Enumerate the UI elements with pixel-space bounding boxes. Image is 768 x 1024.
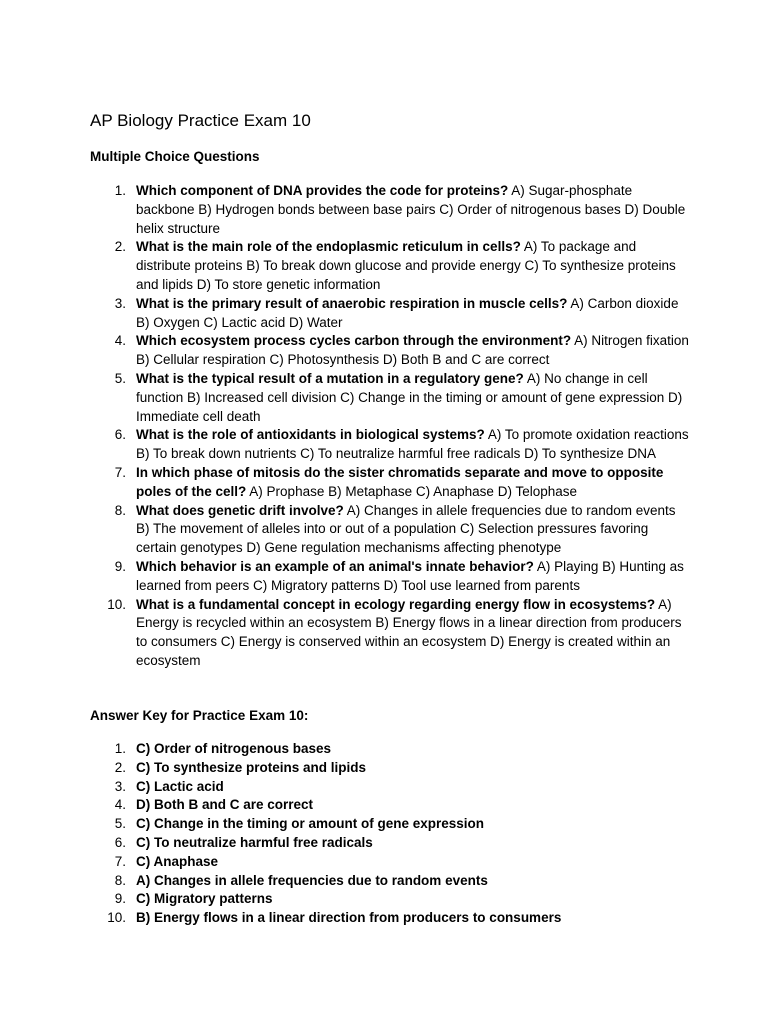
question-choices: A) Prophase B) Metaphase C) Anaphase D) Telophase (249, 483, 577, 499)
answer-number: 3. (114, 778, 126, 794)
question-item (90, 426, 690, 464)
answer-number: 1. (114, 741, 126, 756)
answer-item (90, 872, 690, 891)
question-item (90, 558, 690, 596)
question-text: Which behavior is an example of an animal's innate behavior? (136, 558, 534, 574)
question-number: 5. (114, 370, 126, 386)
answer-item (90, 759, 690, 778)
question-number: 10. (107, 596, 126, 612)
answer-text: C) To synthesize proteins and lipids (136, 759, 367, 775)
question-item (90, 464, 690, 502)
question-item (90, 502, 690, 558)
answer-text: B) Energy flows in a linear direction from producers to consumers (136, 910, 562, 926)
question-item (90, 596, 690, 671)
answer-text: D) Both B and C are correct (136, 797, 314, 813)
question-number: 4. (114, 333, 126, 349)
question-choices: A) Nitrogen fixation B) Cellular respiration C) Photosynthesis D) Both B and C are correct (136, 333, 689, 368)
question-choices: A) To package and distribute proteins B) To break down glucose and provide energy C) To synthesize proteins and lipids D) To store genetic information (136, 239, 676, 292)
question-number: 7. (114, 464, 126, 480)
question-text: What is the role of antioxidants in biological systems? (136, 427, 485, 443)
answer-number: 4. (114, 797, 126, 813)
answer-text: C) Anaphase (136, 853, 219, 869)
answer-text: A) Changes in allele frequencies due to random events (136, 872, 488, 888)
answer-item (90, 815, 690, 834)
answer-text: C) Change in the timing or amount of gene expression (136, 816, 485, 832)
question-number: 6. (114, 427, 126, 443)
question-text: What is the typical result of a mutation in a regulatory gene? (136, 370, 524, 386)
page-title: AP Biology Practice Exam 10 (90, 111, 311, 130)
question-choices: A) No change in cell function B) Increased cell division C) Change in the timing or amount of gene expression D) Immediate cell death (136, 370, 683, 424)
answer-text: C) Order of nitrogenous bases (136, 741, 332, 756)
question-choices: A) Energy is recycled within an ecosystem B) Energy flows in a linear direction from producers to consumers C) Energy is conserved within an ecosystem D) Energy is created within an ecosystem (136, 596, 682, 668)
answer-item (90, 740, 690, 759)
question-number: 9. (114, 558, 126, 574)
question-text: In which phase of mitosis do the sister chromatids separate and move to opposite poles of the cell? (136, 464, 664, 499)
question-text: What is a fundamental concept in ecology regarding energy flow in ecosystems? (136, 596, 656, 612)
question-choices: A) Carbon dioxide B) Oxygen C) Lactic acid D) Water (136, 295, 679, 330)
answer-number: 10. (107, 910, 126, 926)
answer-item (90, 853, 690, 872)
answer-number: 9. (114, 891, 126, 907)
question-list (90, 182, 690, 671)
answer-item (90, 796, 690, 815)
answer-item (90, 778, 690, 797)
answer-number: 5. (114, 816, 126, 832)
question-item (90, 295, 690, 333)
question-choices: A) Changes in allele frequencies due to random events B) The movement of alleles into or out of a population C) Selection pressures favoring certain genotypes D) Gene regulation mechanisms affecting phenotype (136, 502, 676, 556)
question-text: What is the primary result of anaerobic respiration in muscle cells? (136, 295, 568, 311)
answer-number: 7. (114, 853, 126, 869)
question-number: 2. (114, 239, 126, 255)
answer-key-heading: Answer Key for Practice Exam 10: (90, 708, 309, 723)
question-text: What is the main role of the endoplasmic reticulum in cells? (136, 239, 521, 255)
question-text: Which ecosystem process cycles carbon through the environment? (136, 333, 572, 349)
question-number: 1. (114, 183, 126, 198)
question-number: 3. (114, 295, 126, 311)
question-number: 8. (114, 502, 126, 518)
answer-text: C) Lactic acid (136, 778, 224, 794)
question-item (90, 332, 690, 370)
answer-text: C) To neutralize harmful free radicals (136, 834, 373, 850)
question-text: What does genetic drift involve? (136, 502, 344, 518)
question-choices: A) Playing B) Hunting as learned from peers C) Migratory patterns D) Tool use learned from parents (136, 558, 684, 593)
question-text: Which component of DNA provides the code for proteins? (136, 183, 509, 198)
question-choices: A) To promote oxidation reactions B) To break down nutrients C) To neutralize harmful free radicals D) To synthesize DNA (136, 427, 689, 462)
question-item (90, 370, 690, 426)
answer-item (90, 909, 690, 928)
answer-text: C) Migratory patterns (136, 891, 273, 907)
answer-number: 2. (114, 759, 126, 775)
multiple-choice-heading: Multiple Choice Questions (90, 149, 260, 164)
answer-number: 6. (114, 834, 126, 850)
question-item (90, 238, 690, 294)
question-item (90, 182, 690, 238)
question-choices: A) Sugar-phosphate backbone B) Hydrogen bonds between base pairs C) Order of nitrogenous bases D) Double helix structure (136, 183, 686, 236)
answer-item (90, 890, 690, 909)
answer-number: 8. (114, 872, 126, 888)
answer-item (90, 834, 690, 853)
answer-list (90, 740, 690, 928)
